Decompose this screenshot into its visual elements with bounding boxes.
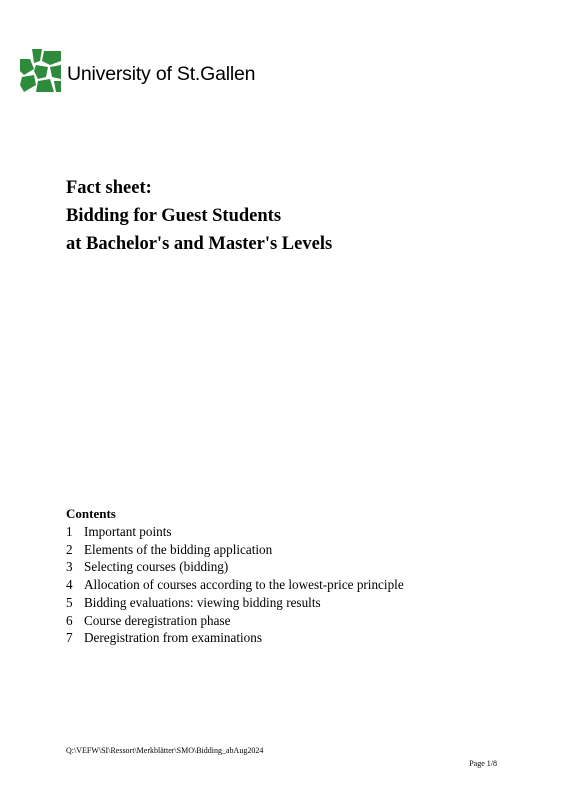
toc-item-number: 2 [66,541,73,557]
toc-item-number: 3 [66,559,73,575]
table-of-contents [66,505,404,647]
toc-item-number: 4 [66,577,73,593]
toc-item-number: 7 [66,630,73,646]
toc-item-label: Bidding evaluations: viewing bidding results [84,594,321,610]
toc-item-label: Selecting courses (bidding) [84,559,229,575]
toc-item-label: Deregistration from examinations [84,630,262,646]
toc-item [66,541,404,559]
title-line-1: Fact sheet: [66,178,152,198]
toc-item [66,594,404,612]
toc-item [66,558,404,576]
toc-item [66,523,404,541]
document-title [66,174,332,258]
toc-item-label: Allocation of courses according to the lowest-price principle [84,577,404,593]
toc-item [66,629,404,647]
toc-item [66,612,404,630]
title-line-2: Bidding for Guest Students [66,206,282,226]
footer-file-path: Q:\VEFW\SI\Ressort\Merkblätter\SMO\Bidding_abAug2024 [66,746,264,755]
toc-item-number: 5 [66,594,73,610]
toc-item-number: 6 [66,612,73,628]
university-logo [20,49,255,92]
toc-list [66,523,404,647]
toc-item-label: Elements of the bidding application [84,541,273,557]
title-line-3: at Bachelor's and Master's Levels [66,234,333,254]
toc-item-label: Important points [84,524,172,539]
toc-item-number: 1 [66,524,73,539]
hsg-logo-icon [20,49,61,92]
university-name: University of St.Gallen [67,63,256,85]
contents-heading: Contents [66,506,116,521]
page-number: Page 1/8 [469,759,497,768]
toc-item-label: Course deregistration phase [84,612,231,628]
toc-item [66,576,404,594]
